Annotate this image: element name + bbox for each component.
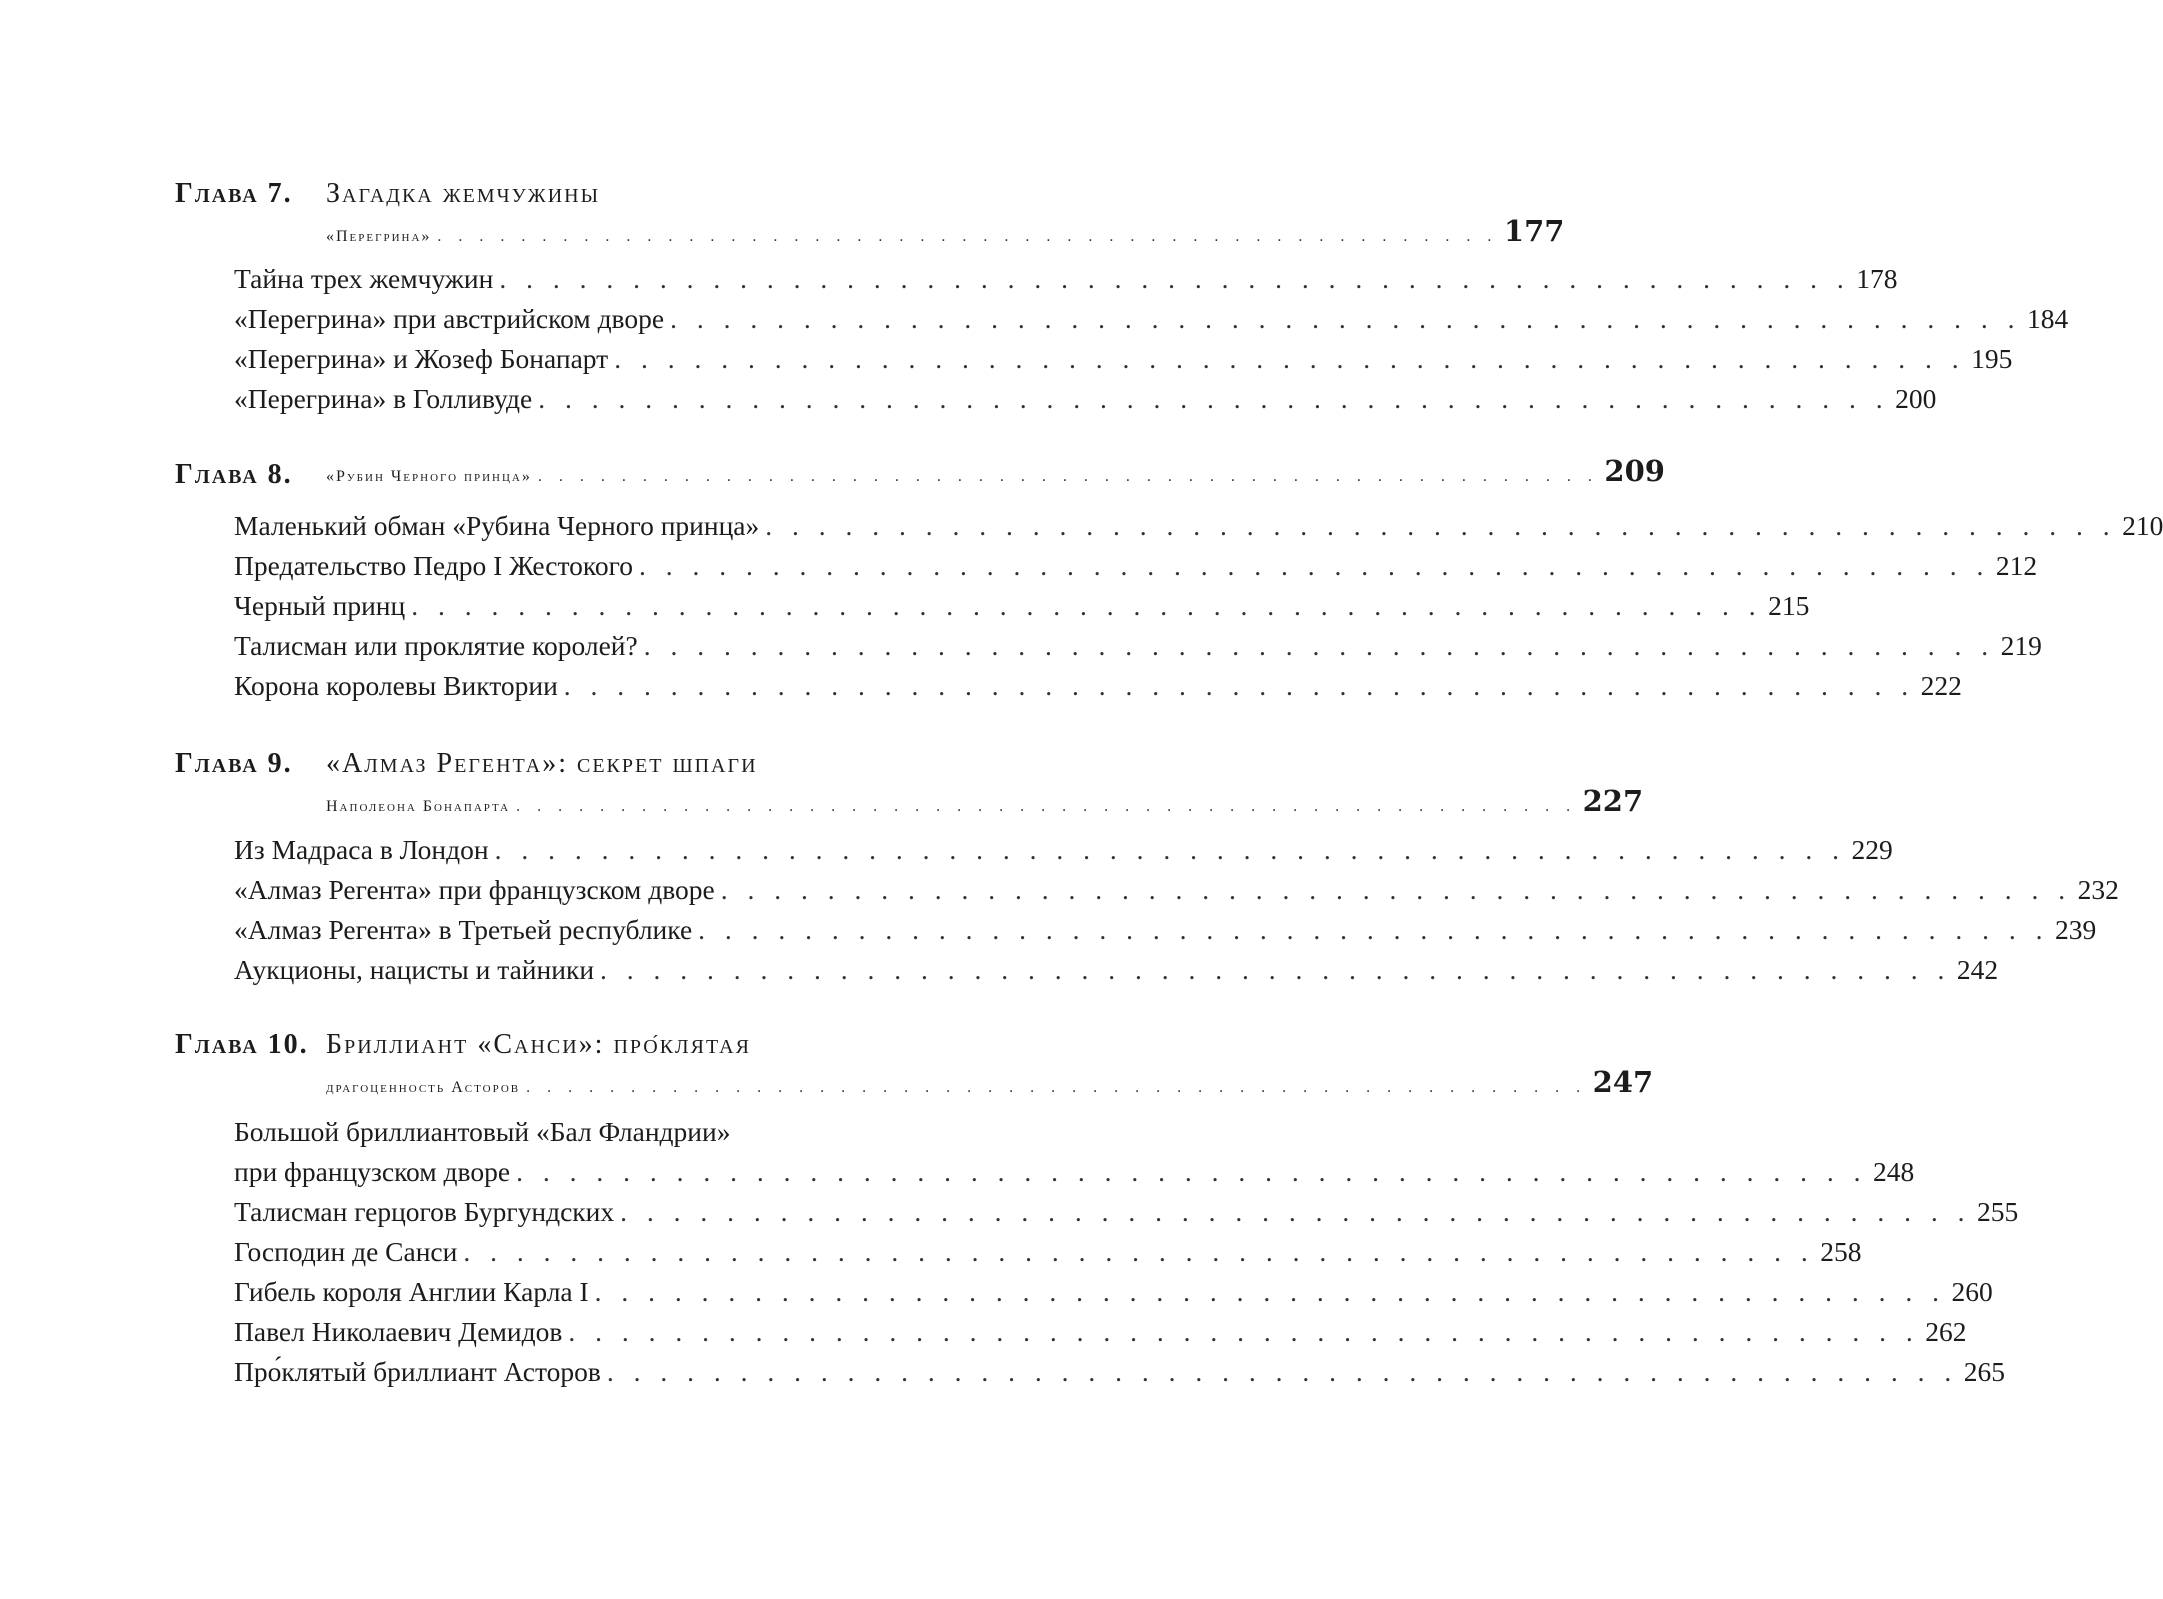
chapter-label: Глава 7. [175,178,293,209]
chapter-label: Глава 10. [175,1029,309,1060]
section-title-line: Большой бриллиантовый «Бал Фландрии» [234,1116,731,1147]
section-row[interactable] [234,910,2097,950]
section-row[interactable] [234,379,1937,419]
section-page-number: 232 [2077,874,2119,905]
chapter-title-line: «Алмаз Регента»: секрет шпаги [326,748,758,779]
chapter-8 [0,454,2163,701]
section-page-number: 265 [1963,1356,2006,1387]
section-row[interactable] [234,626,2042,666]
section-title: Про́клятый бриллиант Асторов [234,1356,601,1387]
section-page-number: 262 [1925,1316,1967,1347]
section-row[interactable] [234,586,1810,626]
section-title: Аукционы, нацисты и тайники [234,954,595,985]
section-title: при французском дворе [234,1156,511,1187]
chapter-title-row[interactable] [326,1065,1654,1106]
section-title: Талисман или проклятие королей? [234,630,638,661]
section-title: Предательство Педро I Жестокого [234,550,633,581]
section-row[interactable] [234,1232,1862,1272]
dot-leader: . . . . . . . . . . . . . . . . . . . . . . . . . . . . . . . . . . . . . . . . . . . . . . . . . . . [568,1316,1920,1347]
chapter-7 [0,173,2069,414]
dot-leader: . . . . . . . . . . . . . . . . . . . . . . . . . . . . . . . . . . . . . . . . . . . . . . . . . . . [499,263,1851,294]
section-title: «Перегрина» при австрийском дворе [234,303,665,334]
section-title: Господин де Санси [234,1236,458,1267]
section-page-number: 258 [1820,1236,1862,1267]
chapter-10 [0,1024,2019,1387]
section-row[interactable] [234,830,1893,870]
dot-leader: . . . . . . . . . . . . . . . . . . . . . . . . . . . . . . . . . . . . . . . . . . . . . . . . . . . [614,343,1966,374]
section-page-number: 229 [1851,834,1893,865]
section-title: Корона королевы Виктории [234,670,558,701]
section-page-number: 255 [1977,1196,2019,1227]
chapter-page-number: 177 [1503,214,1565,248]
section-title: Черный принц [234,590,406,621]
dot-leader: . . . . . . . . . . . . . . . . . . . . . . . . . . . . . . . . . . . . . . . . . . . . . . . . . . . [600,954,1951,985]
dot-leader: . . . . . . . . . . . . . . . . . . . . . . . . . . . . . . . . . . . . . . . . . . . . . . . . . . . [620,1196,1972,1227]
section-title: «Перегрина» и Жозеф Бонапарт [234,343,609,374]
dot-leader: . . . . . . . . . . . . . . . . . . . . . . . . . . . . . . . . . . . . . . . . . . . . . . . . . . . [594,1276,1946,1307]
section-title: Из Мадраса в Лондон [234,834,489,865]
dot-leader: . . . . . . . . . . . . . . . . . . . . . . . . . . . . . . . . . . . . . . . . . . . . . . . . . . . [765,510,2117,541]
dot-leader: . . . . . . . . . . . . . . . . . . . . . . . . . . . . . . . . . . . . . . . . . . . . . . . . . . . [638,550,1990,581]
section-row[interactable] [234,1352,2006,1392]
chapter-title-row[interactable] [326,214,1565,255]
section-page-number: 195 [1971,343,2013,374]
dot-leader: . . . . . . . . . . . . . . . . . . . . . . . . . . . . . . . . . . . . . . . . . . . . . . . . . . . [537,468,1599,485]
section-title: «Алмаз Регента» при французском дворе [234,874,715,905]
dot-leader: . . . . . . . . . . . . . . . . . . . . . . . . . . . . . . . . . . . . . . . . . . . . . . . . . . . [437,228,1498,245]
section-title: Маленький обман «Рубина Черного принца» [234,510,760,541]
section-row[interactable] [234,259,1898,299]
section-title: Павел Николаевич Демидов [234,1316,563,1347]
section-title: Тайна трех жемчужин [234,263,494,294]
section-row[interactable] [234,950,1999,990]
section-page-number: 178 [1856,263,1898,294]
chapter-label: Глава 9. [175,748,293,779]
dot-leader: . . . . . . . . . . . . . . . . . . . . . . . . . . . . . . . . . . . . . . . . . . . . . . . . . . . [516,1156,1867,1187]
section-title: «Перегрина» в Голливуде [234,383,533,414]
dot-leader: . . . . . . . . . . . . . . . . . . . . . . . . . . . . . . . . . . . . . . . . . . . . . . . . . . . [670,303,2021,334]
section-page-number: 200 [1895,383,1937,414]
section-page-number: 260 [1951,1276,1993,1307]
section-row[interactable] [234,1192,2019,1232]
section-row[interactable] [234,870,2119,910]
dot-leader: . . . . . . . . . . . . . . . . . . . . . . . . . . . . . . . . . . . . . . . . . . . . . . . . . . . [516,798,1577,815]
section-title: Талисман герцогов Бургундских [234,1196,615,1227]
chapter-page-number: 227 [1582,784,1644,818]
dot-leader: . . . . . . . . . . . . . . . . . . . . . . . . . . . . . . . . . . . . . . . . . . . . . . . . . . . [563,670,1915,701]
section-row[interactable] [234,1312,1967,1352]
chapter-title-line: Загадка жемчужины [326,178,601,209]
section-title: Гибель короля Англии Карла I [234,1276,589,1307]
section-row[interactable] [234,506,2163,546]
section-title: «Алмаз Регента» в Третьей республике [234,914,693,945]
section-page-number: 210 [2122,510,2163,541]
section-row[interactable] [234,666,1962,706]
dot-leader: . . . . . . . . . . . . . . . . . . . . . . . . . . . . . . . . . . . . . . . . . . . . . . . . . . . [526,1079,1587,1096]
section-page-number: 239 [2055,914,2097,945]
dot-leader: . . . . . . . . . . . . . . . . . . . . . . . . . . . . . . . . . . . . . . . . . . . . . . . . . . . [606,1356,1958,1387]
section-page-number: 242 [1956,954,1999,985]
section-page-number: 248 [1872,1156,1915,1187]
section-row[interactable] [234,1272,1993,1312]
chapter-title: «Перегрина» [326,228,432,245]
chapter-page-number: 247 [1592,1065,1654,1099]
dot-leader: . . . . . . . . . . . . . . . . . . . . . . . . . . . . . . . . . . . . . . . . . . . . . . . . . . . [643,630,1995,661]
chapter-title-row[interactable] [326,784,1644,825]
chapter-page-number: 209 [1604,454,1665,488]
chapter-9 [0,743,2119,985]
section-page-number: 212 [1995,550,2038,581]
chapter-title-line: Бриллиант «Санси»: про́клятая [326,1029,751,1060]
chapter-title: Наполеона Бонапарта [326,798,511,815]
chapter-title: «Рубин Черного принца» [326,468,532,485]
section-page-number: 215 [1768,590,1810,621]
section-row[interactable] [234,546,2038,586]
section-row[interactable] [234,339,2013,379]
dot-leader: . . . . . . . . . . . . . . . . . . . . . . . . . . . . . . . . . . . . . . . . . . . . . . . . . . . [698,914,2050,945]
section-page-number: 219 [2000,630,2042,661]
dot-leader: . . . . . . . . . . . . . . . . . . . . . . . . . . . . . . . . . . . . . . . . . . . . . . . . . . . [720,874,2072,905]
section-row[interactable] [234,299,2069,339]
chapter-title-row[interactable] [326,454,1665,495]
section-page-number: 222 [1920,670,1962,701]
dot-leader: . . . . . . . . . . . . . . . . . . . . . . . . . . . . . . . . . . . . . . . . . . . . . . . . . . . [463,1236,1815,1267]
section-row[interactable] [234,1152,1915,1192]
dot-leader: . . . . . . . . . . . . . . . . . . . . . . . . . . . . . . . . . . . . . . . . . . . . . . . . . . . [538,383,1890,414]
section-page-number: 184 [2026,303,2069,334]
dot-leader: . . . . . . . . . . . . . . . . . . . . . . . . . . . . . . . . . . . . . . . . . . . . . . . . . . . [494,834,1846,865]
chapter-label: Глава 8. [175,459,293,490]
chapter-title: драгоценность Асторов [326,1079,521,1096]
dot-leader: . . . . . . . . . . . . . . . . . . . . . . . . . . . . . . . . . . . . . . . . . . . . . . . . . . . [411,590,1763,621]
